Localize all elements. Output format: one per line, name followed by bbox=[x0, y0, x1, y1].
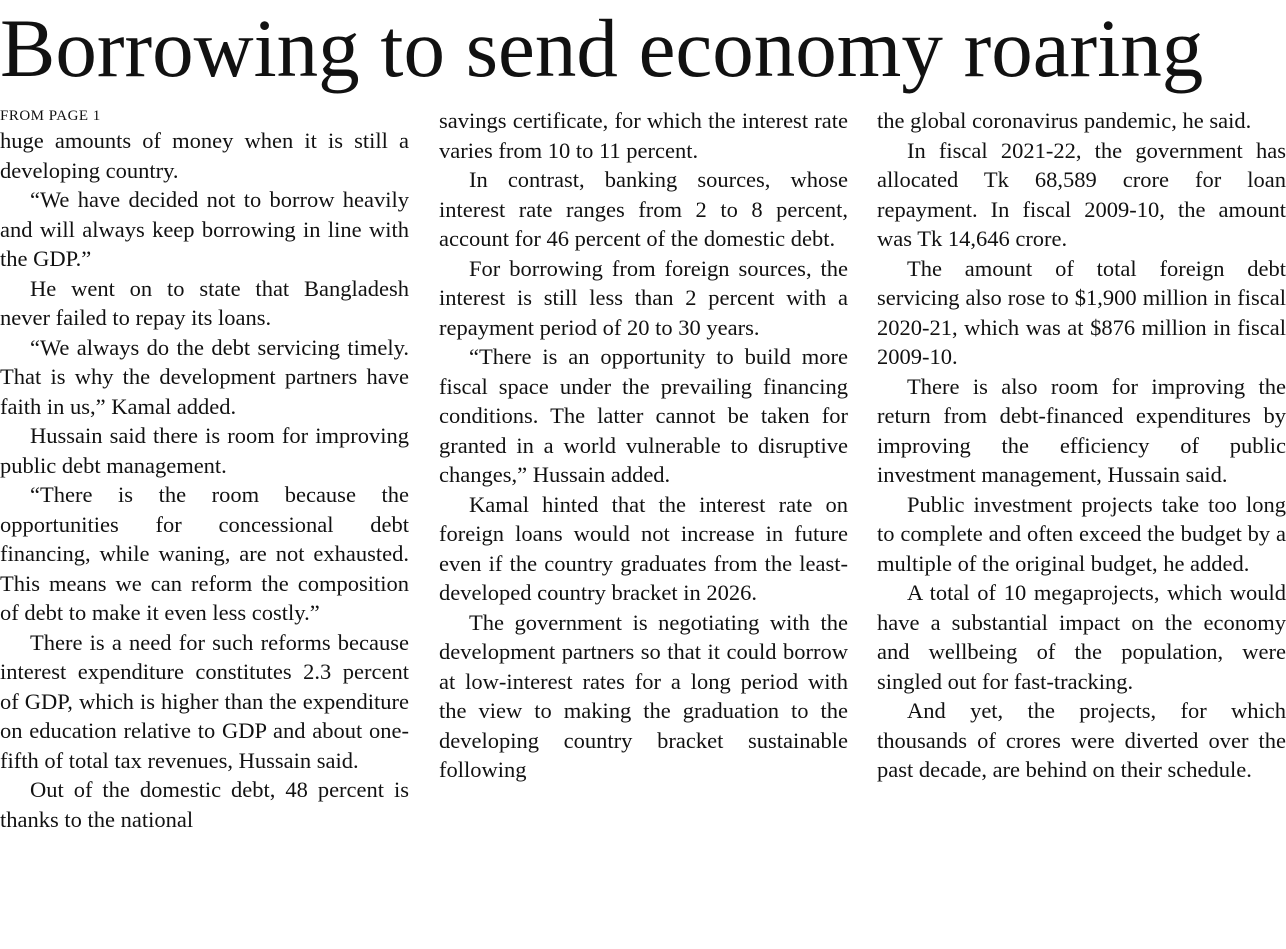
paragraph: “We always do the debt servicing timely. That is why the development partners have faith in us,” Kamal added. bbox=[0, 334, 409, 419]
paragraph: There is also room for improving the return from debt-financed expenditures by improving the efficiency of public investment management, Hussain said. bbox=[877, 373, 1286, 487]
paragraph: For borrowing from foreign sources, the interest is still less than 2 percent with a repayment period of 20 to 30 years. bbox=[439, 255, 848, 340]
paragraph: There is a need for such reforms because interest expenditure constitutes 2.3 percent of GDP, which is higher than the expenditure on education relative to GDP and about one-fifth of total tax revenues, Hussain said. bbox=[0, 629, 409, 773]
paragraph: In fiscal 2021-22, the government has allocated Tk 68,589 crore for loan repayment. In fiscal 2009-10, the amount was Tk 14,646 crore. bbox=[877, 137, 1286, 251]
paragraph: “We have decided not to borrow heavily and will always keep borrowing in line with the GDP.” bbox=[0, 187, 409, 271]
paragraph: Kamal hinted that the interest rate on foreign loans would not increase in future even if the country graduates from the least-developed country bracket in 2026. bbox=[439, 491, 848, 605]
paragraph: In contrast, banking sources, whose interest rate ranges from 2 to 8 percent, account for 46 percent of the domestic debt. bbox=[439, 167, 848, 251]
paragraph: Public investment projects take too long to complete and often exceed the budget by a multiple of the original budget, he added. bbox=[877, 491, 1286, 576]
paragraph: A total of 10 megaprojects, which would have a substantial impact on the economy and wellbeing of the population, were singled out for fast-tracking. bbox=[877, 580, 1286, 694]
article-column-3 bbox=[877, 106, 1286, 785]
paragraph: The government is negotiating with the development partners so that it could borrow at low-interest rates for a long period with the view to making the graduation to the developing country bracket sustainable following bbox=[439, 609, 848, 782]
paragraph: The amount of total foreign debt servicing also rose to $1,900 million in fiscal 2020-21, which was at $876 million in fiscal 2009-10. bbox=[877, 255, 1286, 369]
paragraph: savings certificate, for which the interest rate varies from 10 to 11 percent. bbox=[439, 108, 848, 163]
paragraph: He went on to state that Bangladesh never failed to repay its loans. bbox=[0, 275, 409, 330]
paragraph: Hussain said there is room for improving public debt management. bbox=[0, 423, 409, 478]
paragraph: “There is an opportunity to build more fiscal space under the prevailing financing conditions. The latter cannot be taken for granted in a world vulnerable to disruptive changes,” Hussain added. bbox=[439, 344, 848, 487]
paragraph: Out of the domestic debt, 48 percent is thanks to the national bbox=[0, 777, 409, 832]
paragraph: And yet, the projects, for which thousands of crores were diverted over the past decade, are behind on their schedule. bbox=[877, 698, 1286, 782]
article-column-1 bbox=[0, 108, 409, 834]
article-column-2 bbox=[439, 106, 848, 785]
jump-line: FROM PAGE 1 bbox=[0, 108, 101, 124]
paragraph: the global coronavirus pandemic, he said. bbox=[877, 108, 1252, 133]
paragraph: “There is the room because the opportunities for concessional debt financing, while waning, are not exhausted. This means we can reform the composition of debt to make it even less costly.” bbox=[0, 482, 409, 625]
headline: Borrowing to send economy roaring bbox=[0, 2, 1204, 94]
paragraph: huge amounts of money when it is still a developing country. bbox=[0, 128, 409, 183]
